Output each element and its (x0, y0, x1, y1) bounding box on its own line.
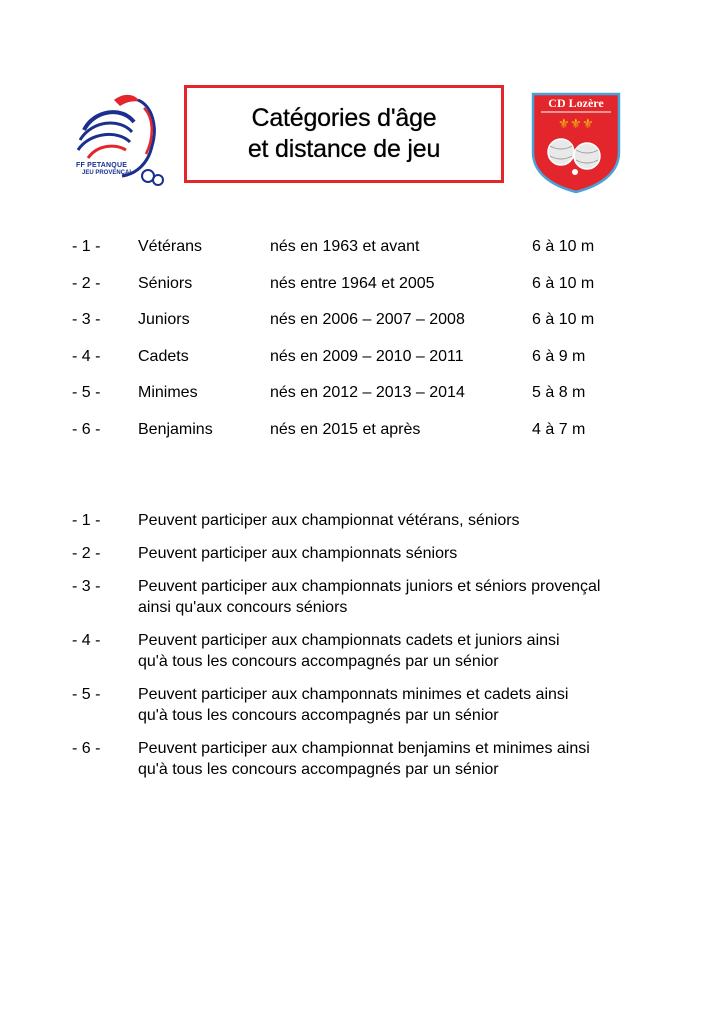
rule-item (0, 630, 724, 672)
rule-item (0, 543, 724, 564)
category-years: nés en 1963 et avant (270, 238, 420, 255)
category-number: - 1 - (72, 238, 101, 255)
rule-number: - 5 - (72, 686, 101, 703)
page-title-line-2: et distance de jeu (247, 135, 441, 163)
category-distance: 6 à 10 m (532, 238, 595, 255)
cd-logo-title: CD Lozère (548, 96, 604, 110)
rule-item (0, 510, 724, 531)
category-name: Benjamins (138, 420, 213, 438)
rule-item (0, 738, 724, 780)
category-name: Cadets (138, 347, 189, 365)
cd-lozere-logo (529, 90, 623, 194)
rule-line: ainsi qu'aux concours séniors (138, 599, 348, 616)
rule-line: Peuvent participer aux championnats séniors (138, 545, 458, 562)
rule-line: qu'à tous les concours accompagnés par un sénior (138, 761, 499, 778)
category-name: Vétérans (138, 238, 203, 255)
rule-number: - 2 - (72, 545, 101, 562)
ff-logo-text: FF PETANQUE (76, 162, 128, 169)
rule-text (138, 684, 638, 726)
svg-text:⚜: ⚜ (582, 117, 594, 132)
rule-number: - 3 - (72, 578, 101, 595)
category-years: nés entre 1964 et 2005 (270, 274, 435, 292)
category-distance: 4 à 7 m (532, 420, 586, 438)
category-number: - 6 - (72, 420, 101, 438)
svg-text:⚜: ⚜ (570, 117, 582, 132)
rule-line: Peuvent participer aux championnats juniors et séniors provençal (138, 578, 601, 595)
category-row (0, 348, 724, 385)
category-name: Minimes (138, 384, 198, 401)
rule-text (138, 543, 638, 564)
rule-number: - 1 - (72, 512, 101, 529)
rule-line: Peuvent participer aux champonnats minimes et cadets ainsi (138, 686, 569, 703)
rule-item (0, 684, 724, 726)
category-years: nés en 2006 – 2007 – 2008 (270, 311, 465, 328)
rule-number: - 6 - (72, 740, 101, 757)
category-distance: 6 à 10 m (532, 274, 595, 292)
rule-text (138, 630, 638, 672)
category-number: - 4 - (72, 347, 101, 365)
svg-text:⚜: ⚜ (558, 117, 570, 132)
rule-line: Peuvent participer aux championnat vétérans, séniors (138, 512, 520, 529)
category-number: - 2 - (72, 274, 101, 292)
categories-table (0, 238, 724, 457)
category-years: nés en 2012 – 2013 – 2014 (270, 384, 465, 401)
category-years: nés en 2015 et après (270, 420, 421, 438)
rule-line: qu'à tous les concours accompagnés par un sénior (138, 707, 499, 724)
page-title-line-1: Catégories d'âge (251, 104, 437, 132)
rule-number: - 4 - (72, 632, 101, 649)
rule-item (0, 576, 724, 618)
title-box (184, 85, 504, 183)
ff-petanque-logo (74, 88, 166, 192)
rule-line: Peuvent participer aux championnat benjamins et minimes ainsi (138, 740, 590, 757)
category-row (0, 311, 724, 348)
rules-list (0, 510, 724, 792)
category-number: - 5 - (72, 384, 101, 401)
category-number: - 3 - (72, 311, 101, 328)
rule-text (138, 576, 638, 618)
category-row (0, 238, 724, 275)
rooster-logo-icon (74, 88, 166, 192)
category-row (0, 384, 724, 421)
category-row (0, 421, 724, 458)
category-distance: 5 à 8 m (532, 384, 586, 401)
category-distance: 6 à 9 m (532, 347, 586, 365)
category-row (0, 275, 724, 312)
category-years: nés en 2009 – 2010 – 2011 (270, 347, 464, 365)
category-name: Juniors (138, 311, 190, 328)
ff-logo-subtext: JEU PROVENÇAL (82, 170, 134, 176)
rule-line: Peuvent participer aux championnats cadets et juniors ainsi (138, 632, 560, 649)
category-name: Séniors (138, 274, 193, 292)
rule-text (138, 510, 638, 531)
rule-text (138, 738, 638, 780)
rule-line: qu'à tous les concours accompagnés par un sénior (138, 653, 499, 670)
category-distance: 6 à 10 m (532, 311, 595, 328)
